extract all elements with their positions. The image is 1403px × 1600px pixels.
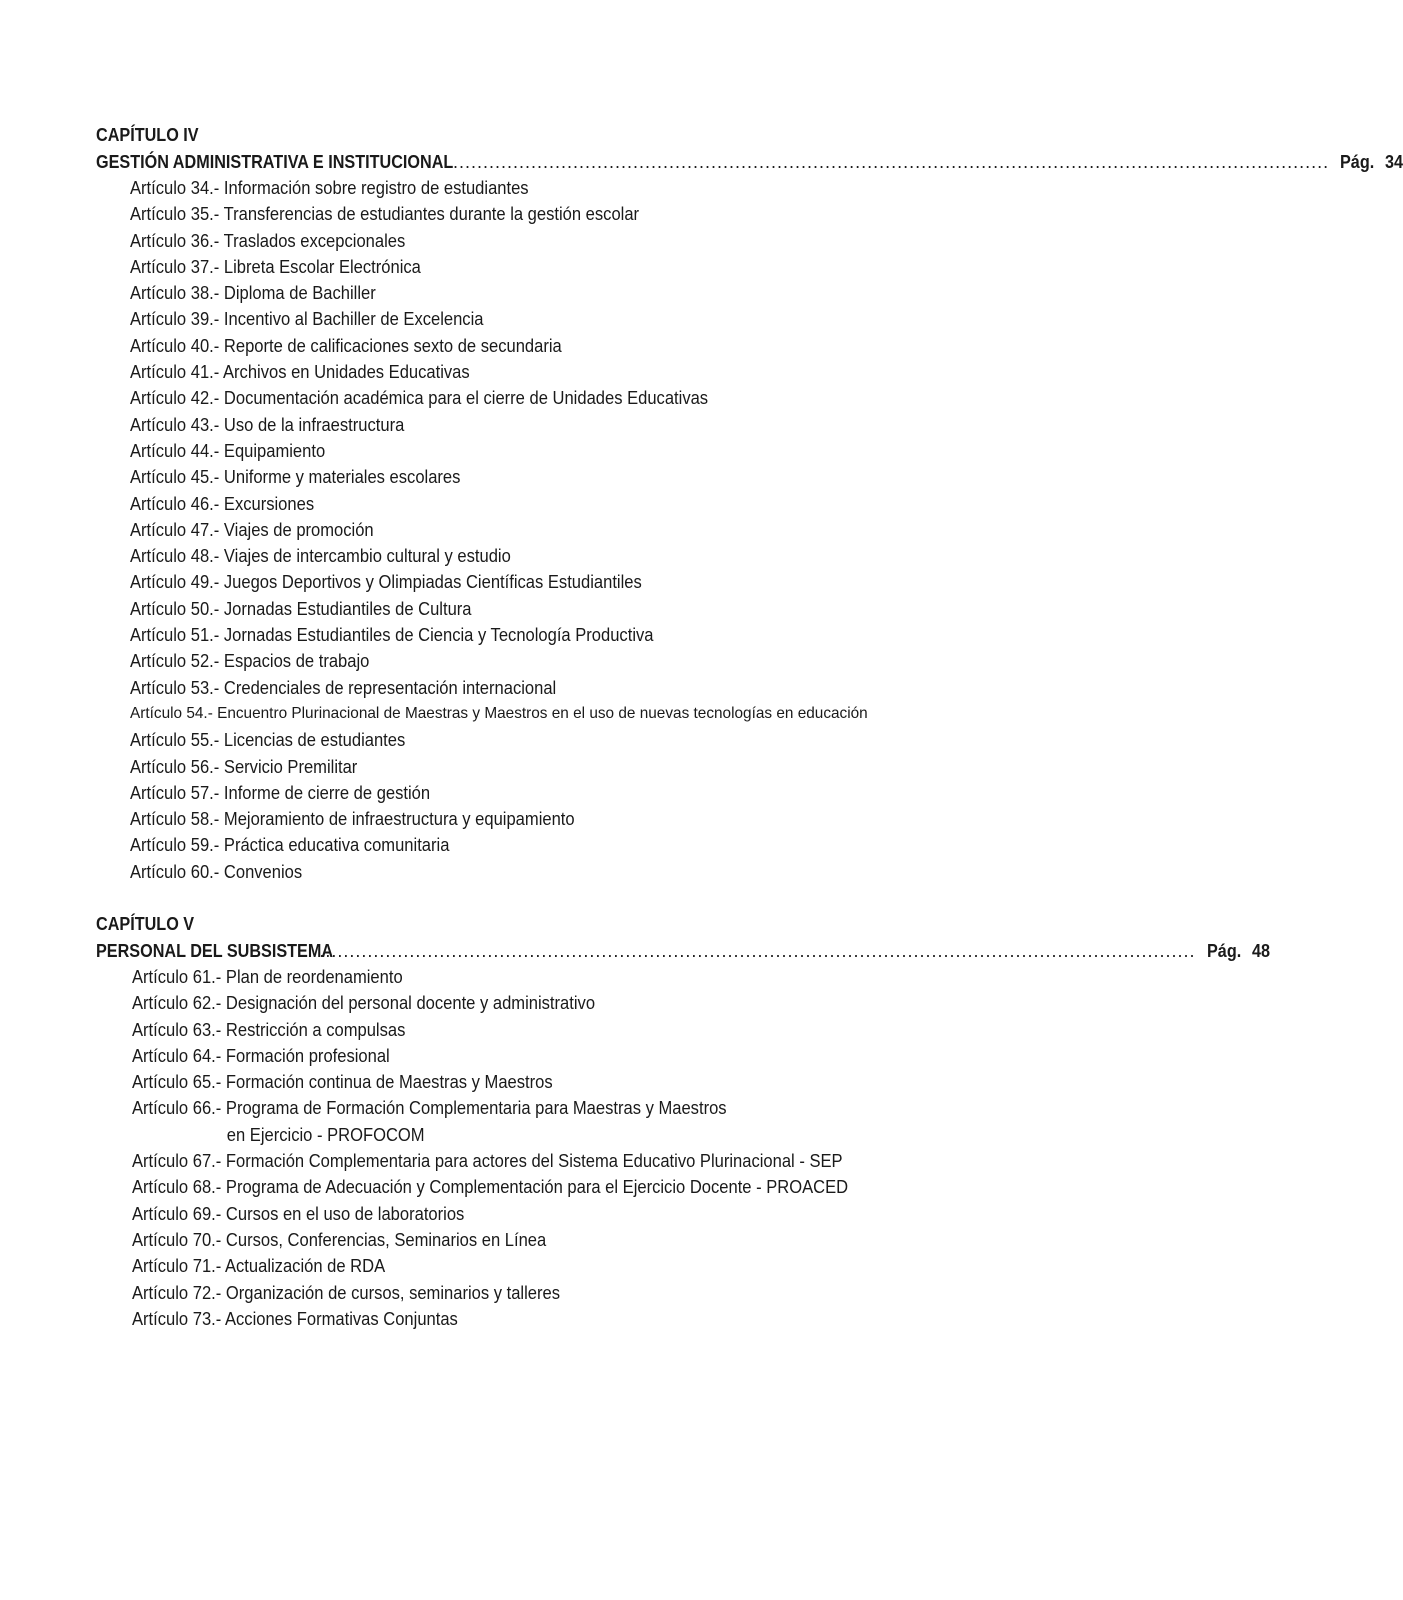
toc-article-entry [130, 622, 886, 648]
article-title: Convenios [223, 861, 303, 882]
article-list [96, 964, 952, 1332]
toc-article-entry [130, 464, 886, 490]
article-number: Artículo 70.- [132, 1229, 222, 1250]
article-number: Artículo 65.- [132, 1072, 222, 1093]
article-number: Artículo 62.- [132, 993, 222, 1014]
article-title: Espacios de trabajo [223, 651, 370, 672]
article-title: Práctica educativa comunitaria [223, 835, 450, 856]
article-title: Programa de Formación Complementaria para Maestras y Maestros [225, 1098, 727, 1119]
article-number: Artículo 40.- [130, 335, 220, 356]
article-number: Artículo 64.- [132, 1045, 222, 1066]
article-number: Artículo 63.- [132, 1019, 222, 1040]
toc-article-entry [130, 648, 886, 674]
article-title: Juegos Deportivos y Olimpiadas Científicas Estudiantiles [223, 572, 642, 593]
page-prefix: Pág. [1206, 940, 1241, 961]
toc-article-entry [130, 491, 886, 517]
article-title: Mejoramiento de infraestructura y equipamiento [223, 809, 575, 830]
article-number: Artículo 66.- [132, 1098, 222, 1119]
article-list [96, 175, 952, 885]
page-number: 48 [1251, 940, 1270, 961]
article-title: Acciones Formativas Conjuntas [224, 1308, 458, 1329]
article-title: Plan de reordenamiento [225, 967, 403, 987]
article-title: Documentación académica para el cierre de Unidades Educativas [223, 388, 709, 409]
article-title: Viajes de intercambio cultural y estudio [223, 546, 511, 567]
chapter-title: GESTIÓN ADMINISTRATIVA E INSTITUCIONAL [96, 151, 454, 172]
toc-article-entry [132, 1017, 886, 1043]
article-number: Artículo 52.- [130, 651, 220, 672]
article-number: Artículo 41.- [130, 362, 220, 383]
article-title: Formación profesional [225, 1045, 390, 1066]
chapter-title-line [96, 149, 1403, 176]
article-title: Restricción a compulsas [225, 1019, 406, 1040]
article-title: Cursos, Conferencias, Seminarios en Línea [225, 1229, 547, 1250]
article-number: Artículo 55.- [130, 730, 220, 751]
toc-article-entry [130, 201, 886, 227]
article-number: Artículo 49.- [130, 572, 220, 593]
article-title: Formación Complementaria para actores del Sistema Educativo Plurinacional - SEP [225, 1151, 843, 1172]
article-title: Cursos en el uso de laboratorios [225, 1203, 465, 1224]
toc-article-entry [132, 1280, 886, 1306]
article-number: Artículo 56.- [130, 756, 220, 777]
chapter-iv [96, 122, 1403, 885]
toc-article-entry [130, 780, 886, 806]
article-title: Reporte de calificaciones sexto de secundaria [223, 335, 562, 356]
toc-article-entry [130, 228, 886, 254]
article-title: Jornadas Estudiantiles de Cultura [223, 598, 472, 619]
article-title: Transferencias de estudiantes durante la gestión escolar [223, 204, 640, 225]
article-title: Equipamiento [223, 440, 326, 461]
article-number: Artículo 61.- [132, 967, 222, 987]
article-title: Actualización de RDA [224, 1256, 386, 1277]
article-number: Artículo 57.- [130, 782, 220, 803]
article-number: Artículo 47.- [130, 519, 220, 540]
article-number: Artículo 48.- [130, 546, 220, 567]
toc-article-entry [130, 385, 886, 411]
chapter-title: PERSONAL DEL SUBSISTEMA [96, 940, 334, 961]
article-title: Excursiones [223, 493, 315, 514]
article-number: Artículo 39.- [130, 309, 220, 330]
article-title: Licencias de estudiantes [223, 730, 406, 751]
article-title: Programa de Adecuación y Complementación para el Ejercicio Docente - PROACED [225, 1177, 849, 1198]
article-title: Credenciales de representación internacional [223, 677, 557, 698]
article-number: Artículo 38.- [130, 283, 220, 304]
article-title: Informe de cierre de gestión [223, 782, 431, 803]
page-number: 34 [1385, 151, 1403, 172]
toc-article-entry [130, 280, 886, 306]
article-title: Servicio Premilitar [223, 756, 358, 777]
article-number: Artículo 36.- [130, 230, 220, 251]
toc-article-entry [132, 1201, 886, 1227]
article-number: Artículo 73.- [132, 1308, 222, 1329]
article-number: Artículo 50.- [130, 598, 220, 619]
page-reference [1207, 938, 1270, 965]
toc-article-entry [130, 701, 919, 727]
toc-article-entry [130, 306, 886, 332]
article-title: Uso de la infraestructura [223, 414, 405, 435]
article-number: Artículo 72.- [132, 1282, 222, 1303]
toc-article-entry [132, 1306, 886, 1332]
toc-article-entry [132, 1043, 886, 1069]
article-title: Designación del personal docente y administrativo [225, 993, 596, 1014]
page-reference [1340, 149, 1403, 176]
toc-article-entry [130, 675, 886, 701]
chapter-label: CAPÍTULO IV [96, 125, 199, 145]
article-number: Artículo 54.- [130, 704, 213, 722]
toc-article-entry [130, 333, 886, 359]
article-number: Artículo 58.- [130, 809, 220, 830]
toc-article-entry [130, 438, 886, 464]
toc-article-entry [132, 964, 886, 990]
article-number: Artículo 45.- [130, 467, 220, 488]
article-number: Artículo 51.- [130, 625, 220, 646]
toc-article-entry [130, 412, 886, 438]
article-title: Traslados excepcionales [223, 230, 406, 251]
dot-leader: .................................................................................................................................................. [319, 940, 1196, 961]
article-title: Encuentro Plurinacional de Maestras y Maestros en el uso de nuevas tecnologías en educación [217, 704, 868, 722]
article-title: Uniforme y materiales escolares [223, 467, 461, 488]
toc-article-entry [130, 569, 886, 595]
article-title-continuation: en Ejercicio - PROFOCOM [226, 1124, 425, 1145]
toc-article-entry [132, 1095, 886, 1148]
article-number: Artículo 60.- [130, 861, 220, 882]
article-number: Artículo 59.- [130, 835, 220, 856]
article-title: Formación continua de Maestras y Maestros [225, 1072, 553, 1093]
article-title: Jornadas Estudiantiles de Ciencia y Tecnología Productiva [223, 625, 654, 646]
toc-article-entry [130, 517, 886, 543]
chapter-label: CAPÍTULO V [96, 914, 195, 934]
toc-article-entry [130, 727, 886, 753]
toc-article-entry [130, 596, 886, 622]
article-number: Artículo 53.- [130, 677, 220, 698]
toc-article-entry [130, 806, 886, 832]
article-number: Artículo 67.- [132, 1151, 222, 1172]
chapter-v [96, 911, 1270, 1332]
article-number: Artículo 69.- [132, 1203, 222, 1224]
toc-article-entry [130, 175, 886, 201]
dot-leader: .................................................................................................................................................. [453, 151, 1330, 172]
article-number: Artículo 68.- [132, 1177, 222, 1198]
toc-article-entry [132, 1148, 886, 1174]
article-number: Artículo 71.- [132, 1256, 222, 1277]
article-number: Artículo 43.- [130, 414, 220, 435]
article-title: Incentivo al Bachiller de Excelencia [223, 309, 484, 330]
chapter-title-line [96, 938, 1270, 965]
article-number: Artículo 44.- [130, 440, 220, 461]
toc-article-entry [132, 1227, 886, 1253]
article-title: Información sobre registro de estudiantes [223, 178, 529, 198]
page-prefix: Pág. [1340, 151, 1375, 172]
toc-article-entry [132, 1253, 886, 1279]
article-number: Artículo 37.- [130, 256, 220, 277]
toc-article-entry [130, 754, 886, 780]
article-title: Viajes de promoción [223, 519, 374, 540]
article-title: Diploma de Bachiller [223, 283, 376, 304]
article-title: Libreta Escolar Electrónica [223, 256, 421, 277]
toc-article-entry [132, 1174, 886, 1200]
toc-article-entry [130, 359, 886, 385]
article-number: Artículo 46.- [130, 493, 220, 514]
article-title: Archivos en Unidades Educativas [222, 362, 470, 383]
toc-article-entry [130, 859, 886, 885]
toc-article-entry [132, 1069, 886, 1095]
toc-article-entry [130, 832, 886, 858]
toc-article-entry [132, 990, 886, 1016]
article-number: Artículo 35.- [130, 204, 220, 225]
article-title: Organización de cursos, seminarios y talleres [225, 1282, 561, 1303]
toc-article-entry [130, 254, 886, 280]
toc-article-entry [130, 543, 886, 569]
article-number: Artículo 34.- [130, 178, 220, 198]
article-number: Artículo 42.- [130, 388, 220, 409]
